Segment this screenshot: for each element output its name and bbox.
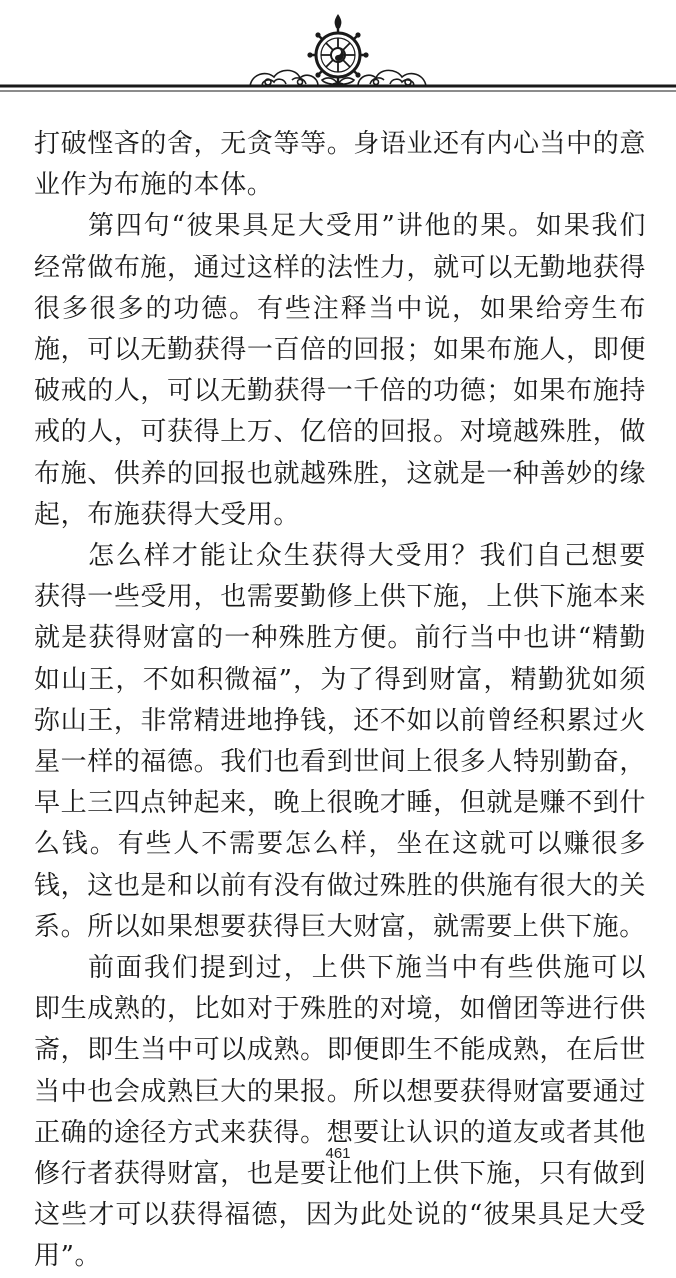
- paragraph-3: 怎么样才能让众生获得大受用？我们自己想要获得一些受用，也需要勤修上供下施，上供下施本来就是获得财富的一种殊胜方便。前行当中也讲“精勤如山王，不如积微福”，为了得到财富，精勤犹如须弥山王，非常精进地挣钱，还不如以前曾经积累过火星一样的福德。我们也看到世间上很多人特别勤奋，早上三四点钟起来，晚上很晚才睡，但就是赚不到什么钱。有些人不需要怎么样，坐在这就可以赚很多钱，这也是和以前有没有做过殊胜的供施有很大的关系。所以如果想要获得巨大财富，就需要上供下施。: [34, 541, 646, 942]
- page-number: 461: [325, 1145, 351, 1162]
- paragraph-4: 前面我们提到过，上供下施当中有些供施可以即生成熟的，比如对于殊胜的对境，如僧团等进行供斋，即生当中可以成熟。即便即生不能成熟，在后世当中也会成熟巨大的果报。所以想要获得财富要通过正确的途径方式来获得。想要让认识的道友或者其他修行者获得财富，也是要让他们上供下施，只有做到这些才可以获得福德，因为此处说的“彼果具足大受用”。: [34, 953, 646, 1272]
- cloud-scroll-left-icon: [250, 70, 318, 86]
- page-header: [0, 0, 676, 110]
- cloud-scroll-right-icon: [358, 70, 426, 86]
- dharma-wheel-icon: [307, 14, 368, 86]
- page-body: [34, 124, 646, 1278]
- header-ornament: [0, 0, 676, 110]
- paragraph-2: 第四句“彼果具足大受用”讲他的果。如果我们经常做布施，通过这样的法性力，就可以无勤地获得很多很多的功德。有些注释当中说，如果给旁生布施，可以无勤获得一百倍的回报；如果布施人，即便破戒的人，可以无勤获得一千倍的功德；如果布施持戒的人，可获得上万、亿倍的回报。对境越殊胜，做布施、供养的回报也就越殊胜，这就是一种善妙的缘起，布施获得大受用。: [34, 211, 646, 530]
- paragraph-1: 打破悭吝的舍，无贪等等。身语业还有内心当中的意业作为布施的本体。: [34, 129, 646, 201]
